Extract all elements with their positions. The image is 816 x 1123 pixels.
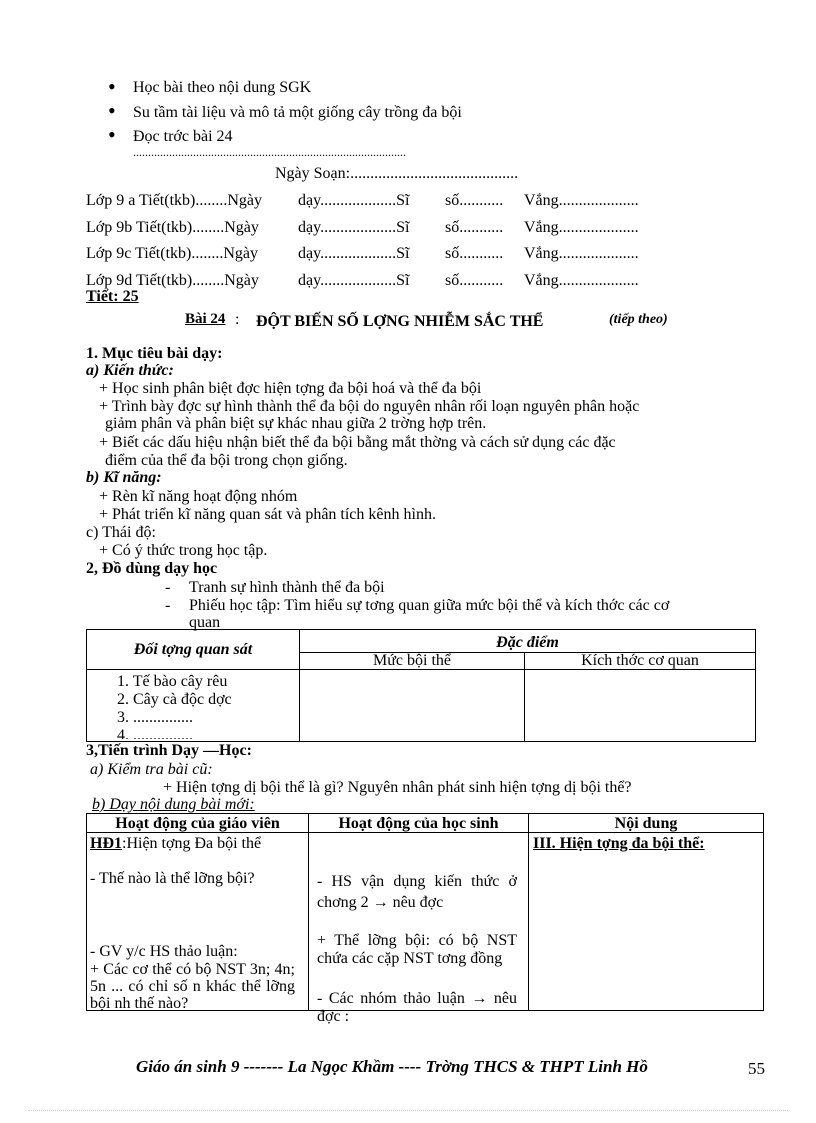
teacher-activity-cell bbox=[87, 833, 309, 1011]
student-answer bbox=[317, 990, 517, 1026]
student-answer bbox=[317, 871, 517, 913]
page-number: 55 bbox=[748, 1059, 765, 1078]
lesson-title-suffix: (tiếp theo) bbox=[609, 312, 668, 327]
dash: - bbox=[165, 579, 171, 596]
schedule-day: dạy...................Sĩ bbox=[298, 219, 410, 236]
schedule-class: Lớp 9b Tiết(tkb)........Ngày bbox=[86, 219, 259, 236]
schedule-count: số........... bbox=[445, 245, 504, 262]
activity-table-header bbox=[87, 814, 309, 833]
lesson-number: Tiết: 25 bbox=[86, 288, 139, 305]
lesson-label: Bài 24 bbox=[185, 311, 226, 327]
dots-line: ........................................................................................... bbox=[133, 145, 406, 159]
observation-table-header bbox=[87, 630, 300, 670]
hd1-line bbox=[90, 835, 295, 852]
schedule-day: dạy...................Sĩ bbox=[298, 272, 410, 289]
section2-item: quan bbox=[189, 614, 221, 631]
bullet-icon: • bbox=[108, 122, 116, 147]
schedule-absent: Vắng.................... bbox=[524, 272, 639, 289]
content-heading: III. Hiện tợng đa bội thể: bbox=[533, 835, 705, 852]
empty-cell bbox=[525, 670, 756, 742]
content-cell bbox=[529, 833, 764, 1011]
schedule-count: số........... bbox=[445, 192, 504, 209]
ploidy-header: Mức bội thể bbox=[300, 653, 525, 670]
schedule-absent: Vắng.................... bbox=[524, 192, 639, 209]
arrow-right-icon: → bbox=[471, 990, 488, 1007]
student-answer: + Thể lỡng bội: có bộ NST chứa các cặp NST tơng đồng bbox=[317, 932, 517, 967]
section1-a-item: điểm của thể đa bội trong chọn giống. bbox=[105, 452, 348, 469]
student-answer-text: nêu đợc : bbox=[317, 990, 518, 1025]
page-footer: Giáo án sinh 9 ------- La Ngọc Khầm ---- Trờng THCS & THPT Linh Hồ bbox=[136, 1057, 648, 1076]
empty-cell bbox=[300, 670, 525, 742]
list-item: 4. ............... bbox=[117, 727, 193, 740]
student-answer-text: - HS vận dụng kiến thức ở chơng 2 bbox=[317, 873, 517, 911]
features-header: Đặc điểm bbox=[496, 634, 559, 651]
section2-item: Tranh sự hình thành thể đa bội bbox=[189, 579, 385, 596]
teacher-instruction: - GV y/c HS thảo luận: bbox=[90, 943, 238, 960]
section3-a-text: + Hiện tợng dị bội thể là gì? Nguyên nhân phát sinh hiện tợng dị bội thể? bbox=[163, 779, 632, 796]
section1-a-item: giảm phân và phân biệt sự khác nhau giữa 2 trờng hợp trên. bbox=[105, 415, 487, 432]
section1-b-heading: b) Kĩ năng: bbox=[86, 469, 162, 486]
bottom-divider bbox=[28, 1110, 788, 1111]
hd1-text: :Hiện tợng Đa bội thể bbox=[122, 835, 262, 852]
section2-heading: 2, Đồ dùng dạy học bbox=[86, 560, 218, 577]
list-item: 2. Cây cà độc dợc bbox=[117, 691, 232, 709]
schedule-day: dạy...................Sĩ bbox=[298, 192, 410, 209]
schedule-class: Lớp 9 a Tiết(tkb)........Ngày bbox=[86, 192, 263, 209]
list-item: 1. Tế bào cây rêu bbox=[117, 673, 228, 691]
section1-a-item: + Biết các dấu hiệu nhận biết thể đa bội bằng mắt thờng và cách sử dụng các đặc bbox=[99, 434, 616, 451]
schedule-class: Lớp 9c Tiết(tkb)........Ngày bbox=[86, 245, 259, 262]
student-activity-cell bbox=[309, 833, 529, 1025]
observation-table bbox=[86, 629, 756, 742]
observation-items bbox=[87, 670, 300, 742]
hd1-label: HĐ1 bbox=[90, 835, 122, 852]
schedule-class: Lớp 9d Tiết(tkb)........Ngày bbox=[86, 272, 259, 289]
section3-heading: 3,Tiến trình Dạy —Học: bbox=[86, 742, 252, 759]
schedule-day: dạy...................Sĩ bbox=[298, 245, 410, 262]
teacher-question: - Thế nào là thể lỡng bội? bbox=[90, 870, 255, 887]
list-item: 3. ............... bbox=[117, 709, 193, 727]
student-answer-text: nêu đợc bbox=[392, 894, 444, 911]
intro-bullet-3: Đọc trớc bài 24 bbox=[133, 128, 233, 145]
section1-b-item: + Phát triển kĩ năng quan sát và phân tích kênh hình. bbox=[99, 506, 436, 523]
intro-bullet-1: Học bài theo nội dung SGK bbox=[133, 79, 312, 96]
student-activity-header: Hoạt động của học sinh bbox=[338, 815, 499, 832]
section1-heading: 1. Mục tiêu bài dạy: bbox=[86, 345, 223, 362]
schedule-absent: Vắng.................... bbox=[524, 219, 639, 236]
section2-item: Phiếu học tập: Tìm hiểu sự tơng quan giữa mức bội thể và kích thớc các cơ bbox=[189, 597, 670, 614]
intro-bullet-2: Su tầm tài liệu và mô tả một giống cây trồng đa bội bbox=[133, 104, 462, 121]
schedule-absent: Vắng.................... bbox=[524, 245, 639, 262]
section3-a-heading: a) Kiểm tra bài cũ: bbox=[90, 761, 213, 778]
dash: - bbox=[165, 597, 171, 614]
section1-a-item: + Học sinh phân biệt đợc hiện tợng đa bội hoá và thể đa bội bbox=[99, 380, 482, 397]
arrow-right-icon: → bbox=[372, 894, 389, 911]
section1-a-heading: a) Kiến thức: bbox=[86, 362, 174, 379]
section1-c-item: + Có ý thức trong học tập. bbox=[99, 542, 268, 559]
ngay-soan: Ngày Soạn:.......................................... bbox=[275, 165, 519, 182]
activity-table-header bbox=[529, 814, 764, 833]
organ-size-header: Kích thớc cơ quan bbox=[525, 653, 756, 670]
observation-subject-header: Đối tợng quan sát bbox=[133, 640, 253, 658]
section1-b-item: + Rèn kĩ năng hoạt động nhóm bbox=[99, 488, 298, 505]
teacher-question: + Các cơ thể có bộ NST 3n; 4n; 5n ... có chỉ số n khác thể lỡng bội nh thế nào? bbox=[90, 961, 295, 1012]
bullet-icon: • bbox=[108, 98, 116, 123]
bullet-icon: • bbox=[108, 74, 116, 99]
schedule-count: số........... bbox=[445, 219, 504, 236]
activity-table-header bbox=[309, 814, 529, 833]
activity-table bbox=[86, 813, 764, 1025]
student-answer-text: - Các nhóm thảo luận bbox=[317, 990, 465, 1007]
content-header: Nội dung bbox=[614, 815, 678, 832]
section3-b-heading: b) Dạy nội dung bài mới: bbox=[92, 796, 255, 813]
observation-table-header bbox=[300, 630, 756, 653]
teacher-activity-header: Hoạt động của giáo viên bbox=[115, 815, 280, 832]
schedule-count: số........... bbox=[445, 272, 504, 289]
section1-c-heading: c) Thái độ: bbox=[86, 524, 156, 541]
lesson-label-colon: : bbox=[235, 311, 240, 328]
lesson-title: ĐỘT BIẾN SỐ LỢNG NHIỄM SẮC THỂ bbox=[256, 313, 544, 330]
section1-a-item: + Trình bày đợc sự hình thành thể đa bội do nguyên nhân rối loạn nguyên phân hoặc bbox=[99, 398, 640, 415]
